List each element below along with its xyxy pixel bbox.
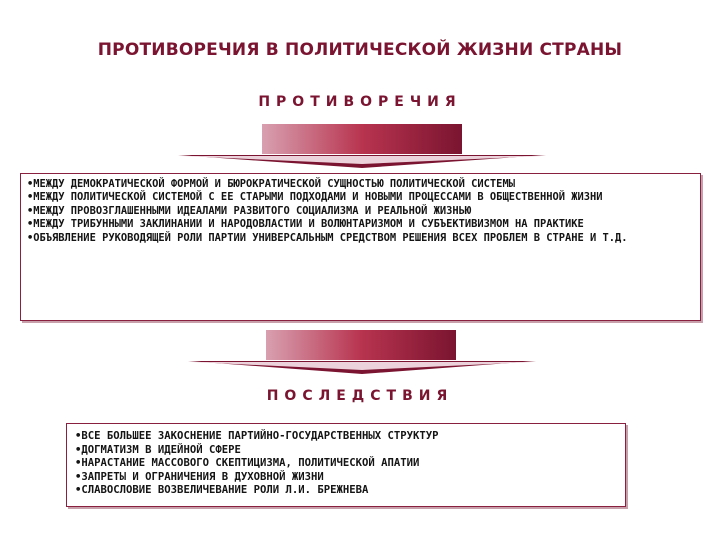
- list-item: •ДОГМАТИЗМ В ИДЕЙНОЙ СФЕРЕ: [75, 443, 241, 456]
- list-item: •МЕЖДУ ТРИБУННЫМИ ЗАКЛИНАНИИ И НАРОДОВЛАСТИИ И ВОЛЮНТАРИЗМОМ И СУБЪЕКТИВИЗМОМ НА ПРАКТИКЕ: [27, 218, 584, 231]
- consequences-heading: ПОСЛЕДСТВИЯ: [266, 388, 454, 404]
- list-item: •МЕЖДУ ПРОВОЗГЛАШЕННЫМИ ИДЕАЛАМИ РАЗВИТОГО СОЦИАЛИЗМА И РЕАЛЬНОЙ ЖИЗНЬЮ: [27, 204, 472, 217]
- contradictions-heading: ПРОТИВОРЕЧИЯ: [258, 94, 462, 110]
- consequences-box: [66, 423, 626, 507]
- list-item: •МЕЖДУ ДЕМОКРАТИЧЕСКОЙ ФОРМОЙ И БЮРОКРАТИЧЕСКОЙ СУЩНОСТЬЮ ПОЛИТИЧЕСКОЙ СИСТЕМЫ: [27, 178, 515, 190]
- down-arrow-icon: [178, 124, 546, 168]
- contradictions-box: [20, 173, 701, 321]
- page-title: ПРОТИВОРЕЧИЯ В ПОЛИТИЧЕСКОЙ ЖИЗНИ СТРАНЫ: [97, 40, 623, 60]
- list-item: •МЕЖДУ ПОЛИТИЧЕСКОЙ СИСТЕМОЙ С ЕЕ СТАРЫМИ ПОДХОДАМИ И НОВЫМИ ПРОЦЕССАМИ В ОБЩЕСТВЕННОЙ ЖИЗНИ: [27, 191, 603, 204]
- list-item: •ЗАПРЕТЫ И ОГРАНИЧЕНИЯ В ДУХОВНОЙ ЖИЗНИ: [75, 470, 324, 483]
- list-item: •ВСЕ БОЛЬШЕЕ ЗАКОСНЕНИЕ ПАРТИЙНО-ГОСУДАРСТВЕННЫХ СТРУКТУР: [75, 430, 439, 442]
- down-arrow-icon: [188, 330, 536, 374]
- list-item: •ОБЪЯВЛЕНИЕ РУКОВОДЯЩЕЙ РОЛИ ПАРТИИ УНИВЕРСАЛЬНЫМ СРЕДСТВОМ РЕШЕНИЯ ВСЕХ ПРОБЛЕМ В СТРАНЕ И Т.Д.: [27, 231, 628, 244]
- list-item: •СЛАВОСЛОВИЕ ВОЗВЕЛИЧЕВАНИЕ РОЛИ Л.И. БРЕЖНЕВА: [75, 484, 369, 497]
- list-item: •НАРАСТАНИЕ МАССОВОГО СКЕПТИЦИЗМА, ПОЛИТИЧЕСКОЙ АПАТИИ: [75, 457, 420, 470]
